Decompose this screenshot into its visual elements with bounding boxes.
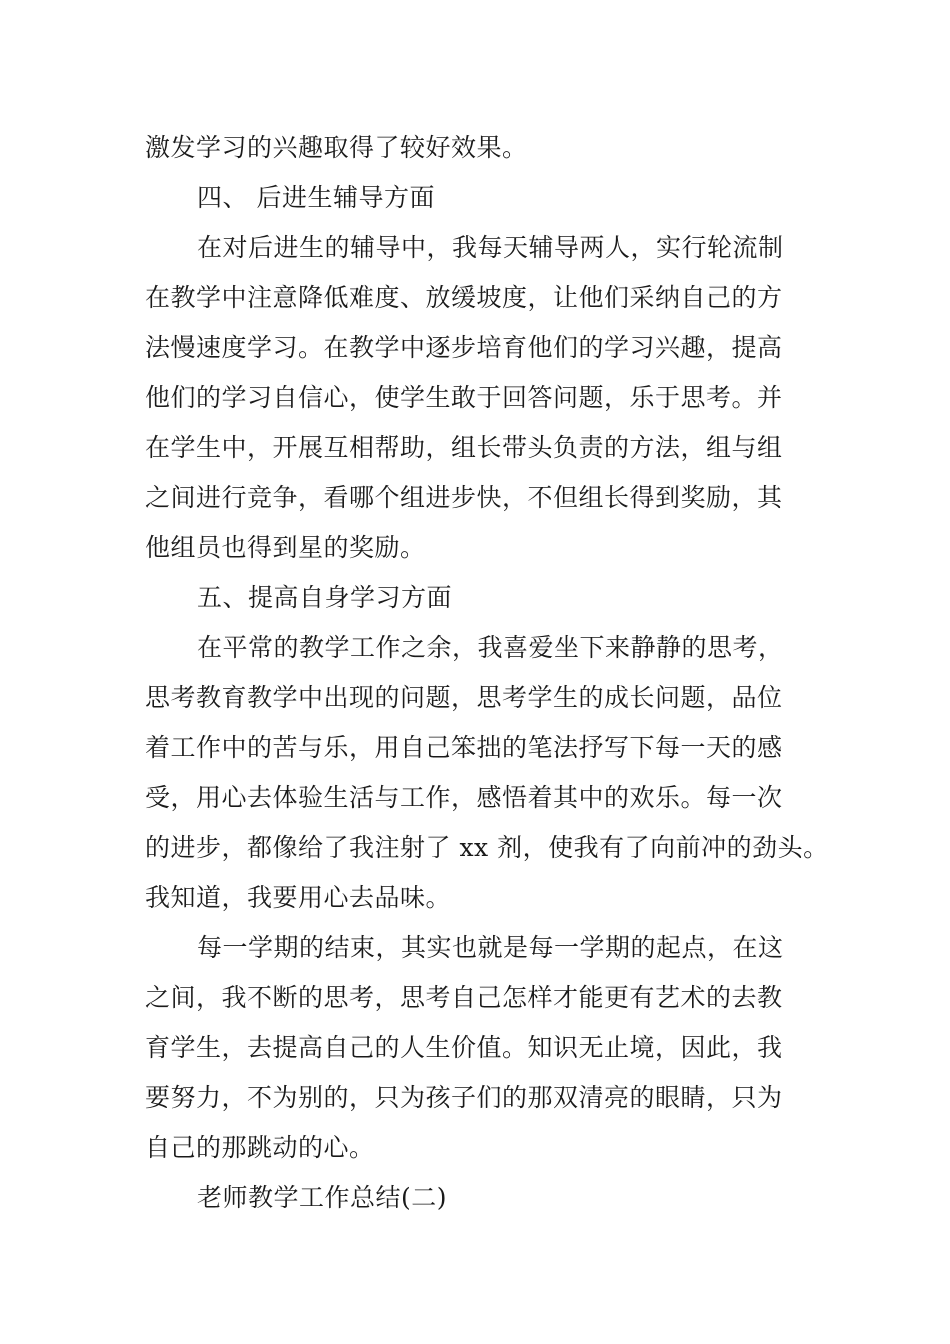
text-line: 育学生，去提高自己的人生价值。知识无止境，因此，我: [145, 1033, 783, 1062]
text-line: 之间进行竞争，看哪个组进步快，不但组长得到奖励，其: [145, 483, 783, 512]
text-line: 他们的学习自信心，使学生敢于回答问题，乐于思考。并: [145, 383, 783, 412]
text-line: 法慢速度学习。在教学中逐步培育他们的学习兴趣，提高: [145, 333, 783, 362]
text-line: 受，用心去体验生活与工作，感悟着其中的欢乐。每一次: [145, 783, 783, 812]
section-heading: 五、提高自身学习方面: [197, 583, 453, 612]
text-line: 激发学习的兴趣取得了较好效果。: [145, 133, 528, 162]
text-line: 的进步，都像给了我注射了 xx 剂，使我有了向前冲的劲头。: [145, 833, 829, 862]
text-line: 在教学中注意降低难度、放缓坡度，让他们采纳自己的方: [145, 283, 783, 312]
text-line: 我知道，我要用心去品味。: [145, 883, 452, 912]
text-line: 他组员也得到星的奖励。: [145, 533, 426, 562]
text-line: 每一学期的结束，其实也就是每一学期的起点，在这: [197, 933, 784, 962]
text-line: 在对后进生的辅导中，我每天辅导两人，实行轮流制: [197, 233, 784, 262]
text-line: 要努力，不为别的，只为孩子们的那双清亮的眼睛，只为: [145, 1083, 783, 1112]
text-line: 在学生中，开展互相帮助，组长带头负责的方法，组与组: [145, 433, 783, 462]
section-heading: 四、 后进生辅导方面: [197, 183, 435, 212]
text-line: 思考教育教学中出现的问题，思考学生的成长问题，品位: [145, 683, 783, 712]
text-line: 在平常的教学工作之余，我喜爱坐下来静静的思考，: [197, 633, 784, 662]
document-title: 老师教学工作总结(二): [197, 1183, 448, 1212]
text-line: 着工作中的苦与乐，用自己笨拙的笔法抒写下每一天的感: [145, 733, 783, 762]
text-line: 之间，我不断的思考，思考自己怎样才能更有艺术的去教: [145, 983, 783, 1012]
text-line: 自己的那跳动的心。: [145, 1133, 375, 1162]
